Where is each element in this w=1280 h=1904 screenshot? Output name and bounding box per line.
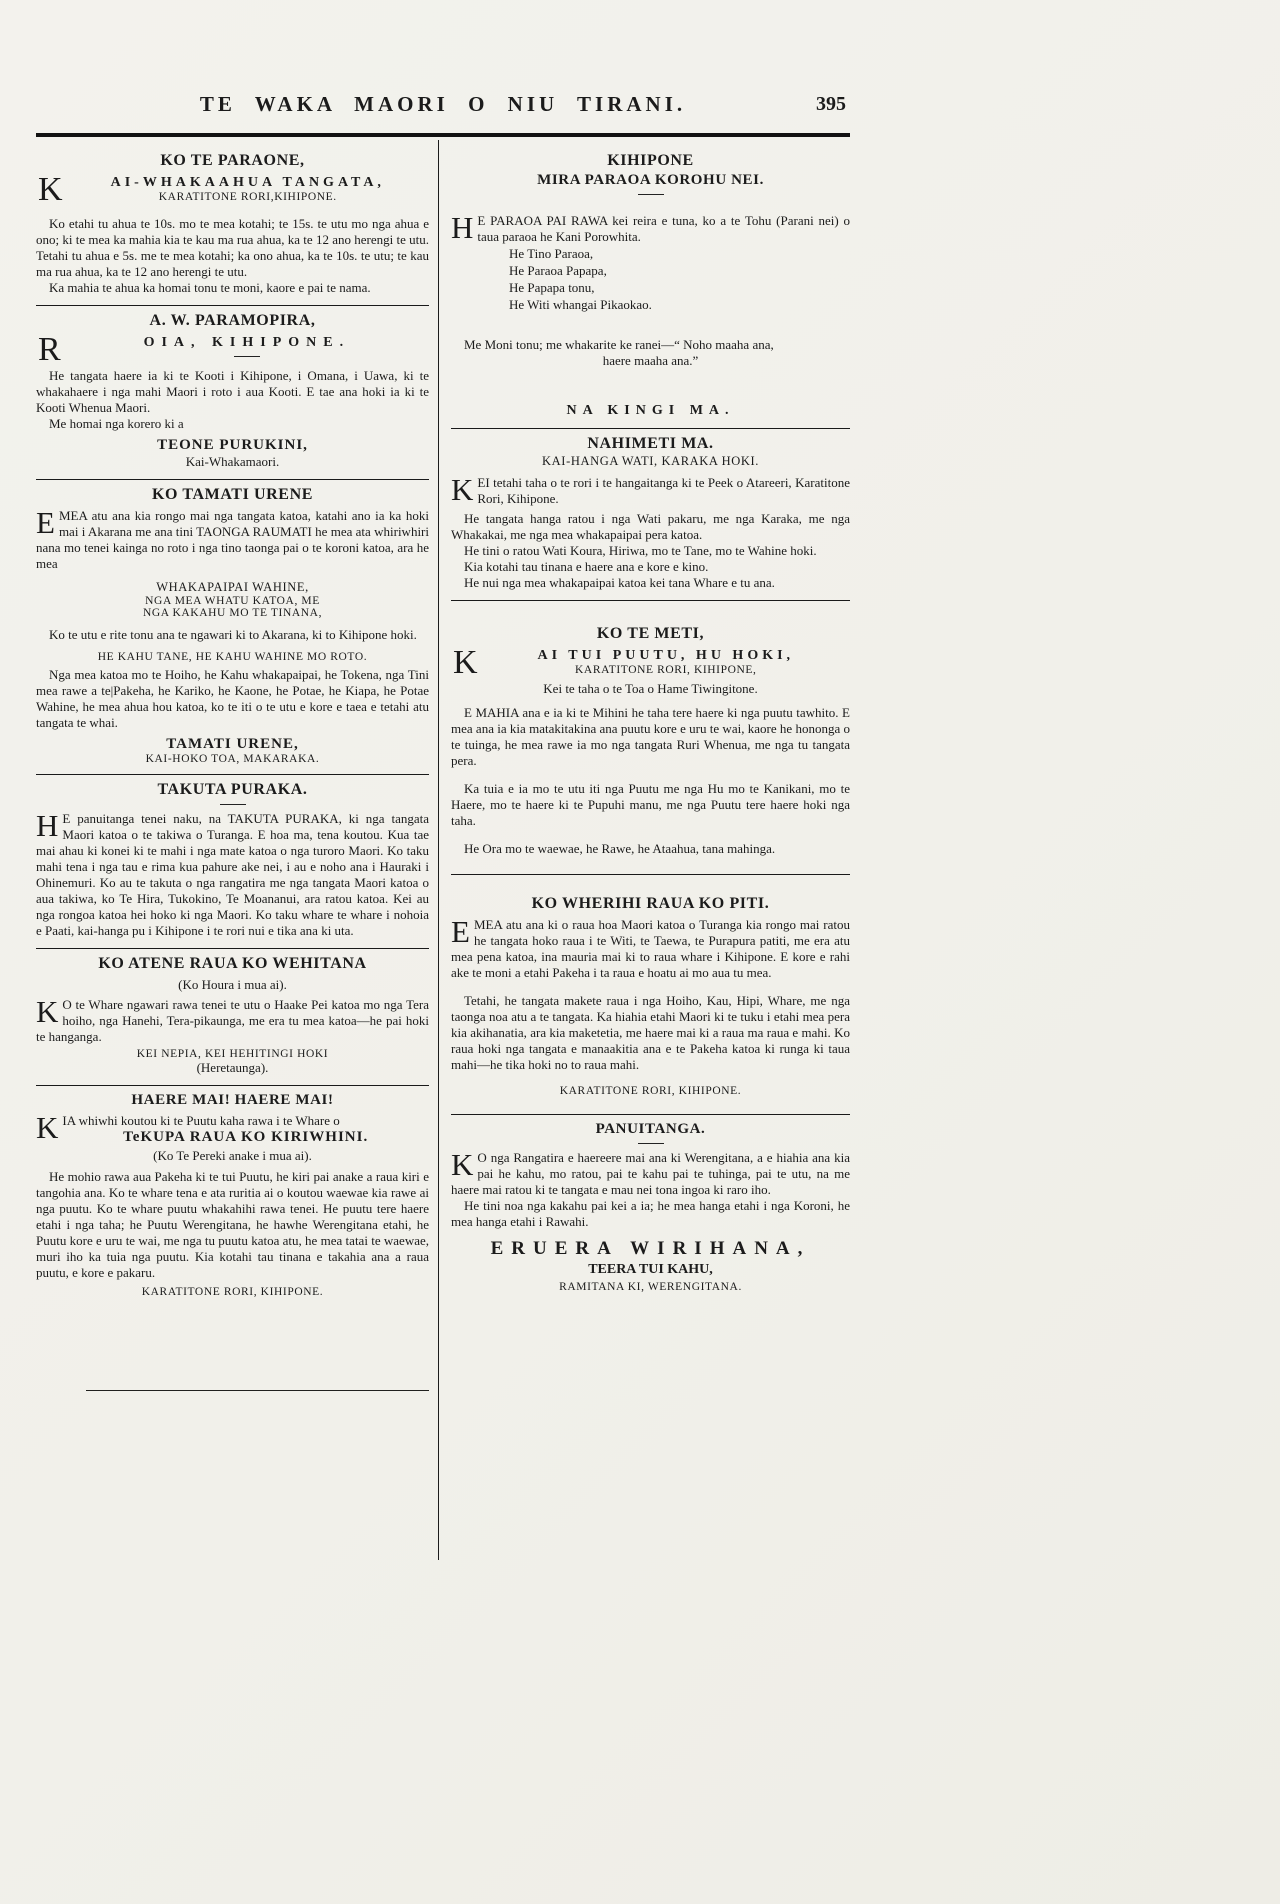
ad-paragraph xyxy=(451,1147,850,1198)
ad-kihipone-mira xyxy=(451,152,850,419)
drop-cap: K xyxy=(453,644,478,681)
ad-separator xyxy=(36,1085,429,1086)
ad-haere-mai xyxy=(36,1092,429,1298)
ad-paragraph: Me homai nga korero ki a xyxy=(49,416,184,431)
ad-subtitle: KAI-HANGA WATI, KARAKA HOKI. xyxy=(542,454,759,468)
ad-line: KEI NEPIA, KEI HEHITINGI HOKI xyxy=(136,1048,329,1060)
ad-title: PANUITANGA. xyxy=(595,1121,706,1137)
ad-name: TeKUPA RAUA KO KIRIWHINI. xyxy=(123,1129,369,1145)
masthead xyxy=(36,92,850,126)
ad-heading-group xyxy=(451,644,850,681)
ad-title: KO ATENE RAUA KO WEHITANA xyxy=(98,955,367,972)
ad-subtitle: AI TUI PUUTU, HU HOKI, xyxy=(537,648,795,663)
ad-role: TEERA TUI KAHU, xyxy=(588,1262,713,1277)
ad-panuitanga xyxy=(451,1121,850,1293)
ad-line: (Heretaunga). xyxy=(196,1060,269,1075)
ad-paragraph xyxy=(451,472,850,507)
page-number: 395 xyxy=(816,93,846,115)
ad-paragraph: Ka mahia te ahua ka homai tonu te moni, kaore e pai te nama. xyxy=(49,280,371,295)
small-rule xyxy=(220,804,246,805)
ad-paragraph xyxy=(36,808,429,939)
ad-wherihi-piti xyxy=(451,895,850,1105)
ad-title: HAERE MAI! HAERE MAI! xyxy=(131,1092,334,1108)
drop-cap: E xyxy=(451,914,470,949)
ad-separator xyxy=(451,874,850,875)
ad-title: KIHIPONE xyxy=(607,152,694,169)
product-line: He Papapa tonu, xyxy=(509,280,595,295)
product-line: He Paraoa Papapa, xyxy=(509,263,607,278)
ad-takuta-puraka xyxy=(36,781,429,939)
ad-signature: NA KINGI MA. xyxy=(566,403,735,418)
ad-paragraph: He tini o ratou Wati Koura, Hiriwa, mo te Tane, mo te Wahine hoki. xyxy=(464,543,817,558)
ad-paramopira xyxy=(36,312,429,470)
drop-cap: R xyxy=(38,331,61,368)
ad-paragraph-text: MEA atu ana ki o raua hoa Maori katoa o Turanga kia rongo mai ratou he tangata hoko raua i te Witi, te Taewa, te Purapura patiti, me era atu mea pena katoa, ina mauria mai ki to raua whare i Kihipone. E kore e rahi ake te moni a etahi Pakeha i ta raua e hoatu ai mo aua tu mea. xyxy=(451,917,850,980)
ad-name: TAMATI URENE, xyxy=(166,736,299,752)
ad-paraone xyxy=(36,152,429,296)
ad-paragraph-text: O nga Rangatira e haereere mai ana ki Werengitana, a e hiahia ana kia pai he kahu, mo ratou, pai te kahu pai te tuhinga, pai te utu, na me haere mai ratou ki te tangata e mau nei tona ingoa ki raro iho. xyxy=(451,1150,850,1197)
ad-line: HE KAHU TANE, HE KAHU WAHINE MO ROTO. xyxy=(97,651,368,663)
ad-title: KO TE PARAONE, xyxy=(160,152,305,169)
ad-separator xyxy=(451,428,850,429)
ad-paragraph: Ka tuia e ia mo te utu iti nga Puutu me nga Hu mo te Kanikani, mo te Haere, mo te haere ki te Pupuhi manu, me nga Puutu tere haere hoki nga taha. xyxy=(451,781,850,828)
ad-separator xyxy=(451,600,850,601)
drop-cap: K xyxy=(451,1147,474,1182)
column-end-rule xyxy=(86,1390,429,1391)
ad-title: KO TAMATI URENE xyxy=(151,486,313,503)
ad-separator xyxy=(36,479,429,480)
ad-tamati-urene xyxy=(36,486,429,765)
ad-separator xyxy=(36,948,429,949)
small-rule xyxy=(638,1143,664,1144)
ad-atene-wehitana xyxy=(36,955,429,1076)
ad-paragraph-text: E panuitanga tenei naku, na TAKUTA PURAKA, ki nga tangata Maori katoa o te takiwa o Turanga. E hoa ma, tena koutou. Kua tae mai ahau ki konei ki te mahi i nga mate katoa o nga turoro Maori. Ko taku mahi tena i nga tau e rima kua pahure ake nei, i au e noho ana i Hauraki i Ohinemuri. Ko au te takuta o nga rangatira me nga tangata Maori katoa o aua takiwa, ko Te Hira, Tukokino, Te Moananui, ara ratou katoa. Kei au nga rongoa katoa hei hoko ki nga Maori. Ko taku whare te whare i nohoia e Paati, kai-hanga pu i Kihipone i te rori nui e tika ana ki uta. xyxy=(36,811,429,938)
ad-paragraph xyxy=(36,505,429,572)
right-column xyxy=(439,140,850,1560)
ad-subtitle: OIA, KIHIPONE. xyxy=(143,335,351,350)
ad-paragraph: He tangata hanga ratou i nga Wati pakaru, me nga Karaka, me nga Whakakai, me nga mea whakapaipai pera katoa. xyxy=(451,511,850,542)
ad-line: NGA KAKAHU MO TE TINANA, xyxy=(142,607,323,619)
ad-paragraph: He tini noa nga kakahu pai kei a ia; he mea hanga etahi i nga Koroni, he mea hanga etahi i Rawahi. xyxy=(451,1198,850,1229)
ad-title: KO TE METI, xyxy=(596,625,705,642)
ad-nahimeti xyxy=(451,435,850,591)
ad-subtitle: (Ko Houra i mua ai). xyxy=(178,977,287,992)
ad-title: A. W. PARAMOPIRA, xyxy=(149,312,316,329)
drop-cap: K xyxy=(36,1110,59,1145)
page-title: TE WAKA MAORI O NIU TIRANI. xyxy=(199,92,687,116)
product-line: He Witi whangai Pikaokao. xyxy=(509,297,652,312)
ad-paragraph: Me Moni tonu; me whakarite ke ranei—“ Noho maaha ana, xyxy=(464,337,774,352)
ad-paragraph-text: E PARAOA PAI RAWA kei reira e tuna, ko a te Tohu (Parani nei) o taua paraoa he Kani Porowhita. xyxy=(477,213,850,244)
ad-separator xyxy=(451,1114,850,1115)
small-rule xyxy=(234,356,260,357)
ad-paragraph-text: MEA atu ana kia rongo mai nga tangata katoa, katahi ano ia ka hoki mai i Akarana me ana tini TAONGA RAUMATI he mea ata whiriwhiri nana mo tenei kainga no roto i nga tino taonga pai o te koroni katoa, ara he mea xyxy=(36,508,429,571)
small-rule xyxy=(638,194,664,195)
ad-title: TAKUTA PURAKA. xyxy=(157,781,308,798)
ad-paragraph-text: EI tetahi taha o te rori i te hangaitanga ki te Peek o Atareeri, Karatitone Rori, Kihipone. xyxy=(477,475,850,506)
ad-paragraph xyxy=(36,994,429,1045)
ad-paragraph xyxy=(451,210,850,245)
ad-role: KAI-HOKO TOA, MAKARAKA. xyxy=(145,753,320,765)
ad-paragraph-continued: haere maaha ana.” xyxy=(602,353,699,368)
ad-role: Kai-Whakamaori. xyxy=(185,454,280,469)
left-column xyxy=(36,140,438,1560)
ad-paragraph: He mohio rawa aua Pakeha ki te tui Puutu, he kiri pai anake a raua kiri e tangohia ana. Ko te whare tena e ata ruritia ai o koutou waewae kia rawe ai nga puutu. Ko te whare puutu whakahihi rawa tenei. He puutu tere haere etahi i nga taha; he Puutu Werengitana, he hawhe Werengitana etahi, he Puutu kore e uru te wai, me nga tu puutu katoa atu, he mea tatai te waewae, muri iho ka tuia nga puutu. Kia kotahi tau tinana e takahia ana a raua puutu, e kore e pakaru. xyxy=(36,1169,429,1280)
ad-separator xyxy=(36,774,429,775)
drop-cap: E xyxy=(36,505,55,540)
ad-paragraph-text: O te Whare ngawari rawa tenei te utu o Haake Pei katoa mo nga Tera hoiho, nga Hanehi, Tera-pikaunga, me era tu mea katoa—he pai hoki te hanganga. xyxy=(36,997,429,1044)
ad-name: TEONE PURUKINI, xyxy=(157,437,308,453)
ad-paragraph: E MAHIA ana e ia ki te Mihini he taha tere haere ki nga puutu tawhito. E mea ana ia kia matakitakina ana puutu kore e uru te wai, kaore he hononga o te tuinga, he mea rawe ia mo nga tangata Ruri Whenua, me nga tu tangata pera. xyxy=(451,705,850,768)
ad-line: NGA MEA WHATU KATOA, ME xyxy=(145,595,320,607)
drop-cap: H xyxy=(36,808,59,843)
ad-address: KARATITONE RORI,KIHIPONE. xyxy=(158,191,337,203)
ad-ko-te-meti xyxy=(451,625,850,865)
ad-subtitle: (Ko Te Pereki anake i mua ai). xyxy=(153,1148,312,1163)
ad-paragraph: He tangata haere ia ki te Kooti i Kihipone, i Omana, i Uawa, ki te whakahaere i nga mahi Maori i roto i aua Kooti. E tae ana hoki ia ki te Kooti Whenua Maori. xyxy=(36,368,429,415)
ad-separator xyxy=(36,305,429,306)
drop-cap: H xyxy=(451,210,474,245)
ad-paragraph xyxy=(451,914,850,981)
printed-area xyxy=(36,92,850,1560)
ad-subtitle: MIRA PARAOA KOROHU NEI. xyxy=(537,172,764,188)
ad-title: NAHIMETI MA. xyxy=(587,435,714,452)
ad-address: RAMITANA KI, WERENGITANA. xyxy=(559,1281,742,1293)
ad-paragraph: Nga mea katoa mo te Hoiho, he Kahu whakapaipai, he Tokena, nga Tini mea rawe a te|Pakeha, he Kariko, he Kaone, he Potae, he Kiapa, he Potae Wahine, he mea ahua hou katoa, ko te iti o te utu e kore e taea e tetahi atu tangata te whai. xyxy=(36,667,429,730)
ad-title: KO WHERIHI RAUA KO PITI. xyxy=(531,895,770,912)
ad-paragraph: He nui nga mea whakapaipai katoa kei tana Whare e tu ana. xyxy=(464,575,775,590)
ad-paragraph: Ko te utu e rite tonu ana te ngawari ki to Akarana, ki to Kihipone hoki. xyxy=(49,627,417,642)
ad-paragraph-text: IA whiwhi koutou ki te Puutu kaha rawa i te Whare o xyxy=(62,1113,340,1128)
drop-cap: K xyxy=(36,994,59,1029)
ad-heading-group xyxy=(36,171,429,208)
product-line: He Tino Paraoa, xyxy=(509,246,594,261)
drop-cap: K xyxy=(38,171,63,208)
ad-address: KARATITONE RORI, KIHIPONE, xyxy=(575,664,757,676)
ad-line: WHAKAPAIPAI WAHINE, xyxy=(156,580,309,594)
drop-cap: K xyxy=(451,472,474,507)
ad-paragraph: He Ora mo te waewae, he Rawe, he Ataahua, tana mahinga. xyxy=(464,841,776,856)
ad-signature: KARATITONE RORI, KIHIPONE. xyxy=(559,1085,742,1097)
ad-paragraph: Tetahi, he tangata makete raua i nga Hoiho, Kau, Hipi, Whare, me nga taonga noa atu a te tangata. Ka hiahia etahi Maori ki te tuku i etahi mea pera kia akihanatia, ara kia maketetia, me haere mai ki a raua ma raua e mahi. Ko raua hoki nga tangata e manaakitia ana e te Pakeha katoa ki runga ki taua mahi—he tika hoki no to raua mahi. xyxy=(451,993,850,1072)
ad-line: Kei te taha o te Toa o Hame Tiwingitone. xyxy=(543,681,758,696)
columns xyxy=(36,140,850,1560)
ad-signature: KARATITONE RORI, KIHIPONE. xyxy=(141,1286,324,1298)
ad-paragraph: Kia kotahi tau tinana e haere ana e kore e kino. xyxy=(464,559,709,574)
ad-paragraph: Ko etahi tu ahua te 10s. mo te mea kotahi; te 15s. te utu mo nga ahua e ono; ki te mea ka mahia kia te kau ma rua ahua, ka te 12 ano herengi te utu. Tetahi tu ahua e 5s. me te mea kotahi; ka ono ahua, ka te 10s. te utu; te kau ma rua ahua, ka te 12 ano herengi te utu. xyxy=(36,216,429,279)
masthead-rule xyxy=(36,133,850,137)
ad-heading-group xyxy=(36,331,429,368)
ad-name: ERUERA WIRIHANA, xyxy=(490,1238,811,1259)
ad-subtitle: AI-WHAKAAHUA TANGATA, xyxy=(110,175,385,190)
